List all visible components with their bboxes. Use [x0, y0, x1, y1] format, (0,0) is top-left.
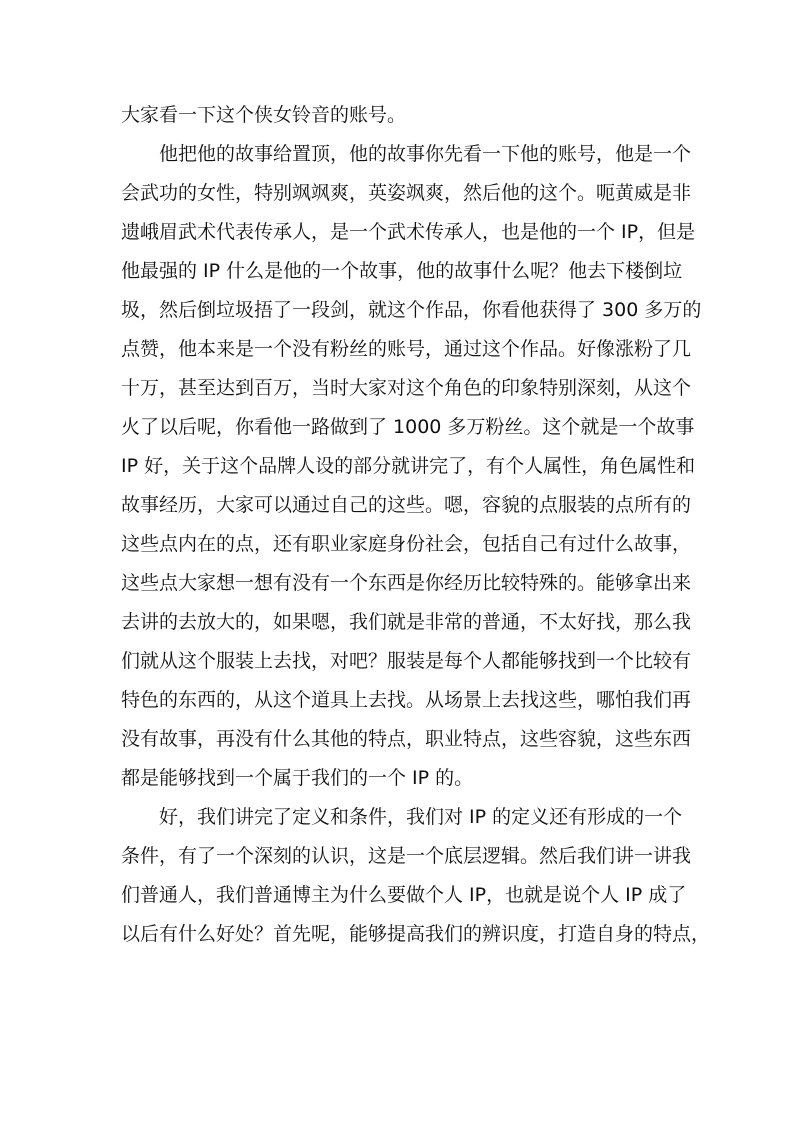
text-line-5: 他最强的 IP 什么是他的一个故事，他的故事什么呢？他去下楼倒垃	[121, 260, 683, 282]
text-line-6: 圾，然后倒垃圾捂了一段剑，就这个作品，你看他获得了 300 多万的	[121, 299, 702, 321]
text-line-17: 没有故事，再没有什么其他的特点，职业特点，这些容貌，这些东西	[121, 728, 692, 750]
text-line-21: 们普通人，我们普通博主为什么要做个人 IP，也就是说个人 IP 成了	[121, 884, 687, 906]
text-line-12: 这些点内在的点，还有职业家庭身份社会，包括自己有过什么故事，	[121, 533, 692, 555]
document-body	[121, 96, 711, 954]
text-line-10: IP 好，关于这个品牌人设的部分就讲完了，有个人属性，角色属性和	[121, 455, 696, 477]
text-line-8: 十万，甚至达到百万，当时大家对这个角色的印象特别深刻，从这个	[121, 377, 692, 399]
text-line-9: 火了以后呢，你看他一路做到了 1000 多万粉丝。这个就是一个故事	[121, 416, 695, 438]
text-line-14: 去讲的去放大的，如果嗯，我们就是非常的普通，不太好找，那么我	[121, 611, 692, 633]
text-line-15: 们就从这个服装上去找，对吧？服装是每个人都能够找到一个比较有	[121, 650, 692, 672]
text-line-4: 遗峨眉武术代表传承人，是一个武术传承人，也是他的一个 IP，但是	[121, 221, 696, 243]
text-line-22: 以后有什么好处？首先呢，能够提高我们的辨识度，打造自身的特点，	[121, 923, 711, 945]
text-line-18: 都是能够找到一个属于我们的一个 IP 的。	[121, 767, 474, 789]
text-line-19: 好，我们讲完了定义和条件，我们对 IP 的定义还有形成的一个	[159, 806, 683, 828]
text-line-13: 这些点大家想一想有没有一个东西是你经历比较特殊的。能够拿出来	[121, 572, 692, 594]
text-line-3: 会武功的女性，特别飒飒爽，英姿飒爽，然后他的这个。呃黄威是非	[121, 182, 692, 204]
text-line-11: 故事经历，大家可以通过自己的这些。嗯，容貌的点服装的点所有的	[121, 494, 692, 516]
text-line-20: 条件，有了一个深刻的认识，这是一个底层逻辑。然后我们讲一讲我	[121, 845, 692, 867]
text-line-1: 大家看一下这个侠女铃音的账号。	[121, 104, 407, 126]
text-line-7: 点赞，他本来是一个没有粉丝的账号，通过这个作品。好像涨粉了几	[121, 338, 692, 360]
text-line-2: 他把他的故事给置顶，他的故事你先看一下他的账号，他是一个	[159, 143, 692, 165]
text-line-16: 特色的东西的，从这个道具上去找。从场景上去找这些，哪怕我们再	[121, 689, 692, 711]
